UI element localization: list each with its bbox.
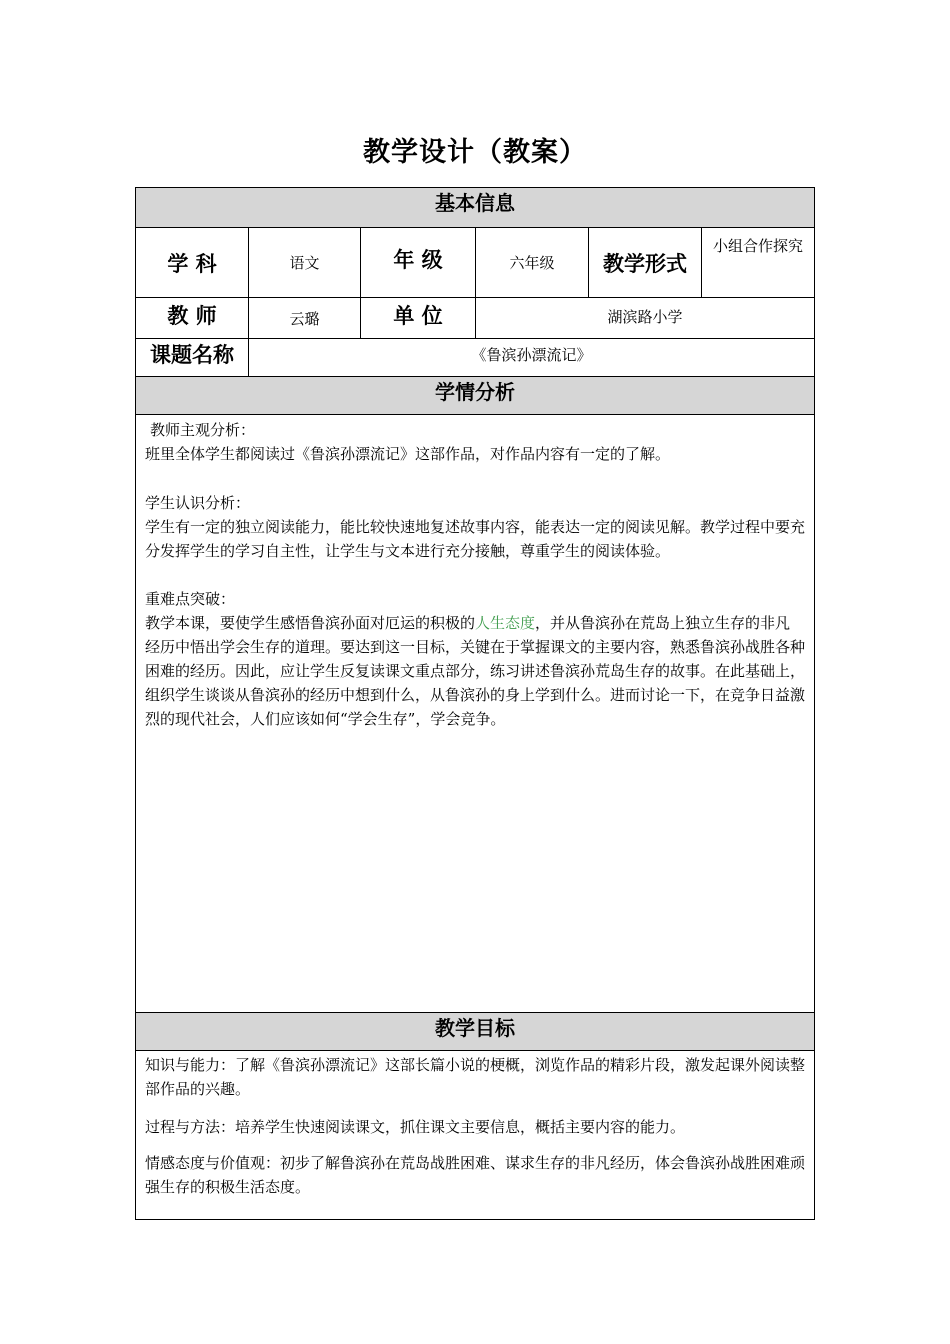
grade-label: 年 级 bbox=[361, 228, 476, 298]
lesson-plan-table bbox=[135, 187, 815, 1220]
unit-label: 单 位 bbox=[361, 298, 476, 339]
objective-emotion: 情感态度与价值观：初步了解鲁滨孙在荒岛战胜困难、谋求生存的非凡经历，体会鲁滨孙战胜困难顽强生存的积极生活态度。 bbox=[145, 1154, 806, 1196]
key-points-text bbox=[145, 611, 805, 731]
key-points-heading: 重难点突破： bbox=[145, 590, 236, 608]
key-points-text-part2: ，并从鲁滨孙在荒岛上独立生存的非凡经历中悟出学会生存的道理。要达到这一目标，关键在于掌握课文的主要内容，熟悉鲁滨孙战胜各种困难的经历。因此，应让学生反复读课文重点部分，练习讲述鲁滨孙荒岛生存的故事。在此基础上，组织学生谈谈从鲁滨孙的经历中想到什么，从鲁滨孙的身上学到什么。进而讨论一下，在竞争日益激烈的现代社会，人们应该如何“学会生存”，学会竞争。 bbox=[145, 614, 806, 728]
teacher-analysis-text: 班里全体学生都阅读过《鲁滨孙漂流记》这部作品，对作品内容有一定的了解。 bbox=[145, 445, 671, 463]
key-points-text-part1: 教学本课，要使学生感悟鲁滨孙面对厄运的积极的 bbox=[145, 614, 476, 632]
objective-knowledge: 知识与能力：了解《鲁滨孙漂流记》这部长篇小说的梗概，浏览作品的精彩片段，激发起课外阅读整部作品的兴趣。 bbox=[145, 1056, 806, 1098]
key-points-highlight: 人生态度 bbox=[475, 614, 536, 632]
basic-info-header: 基本信息 bbox=[136, 188, 814, 228]
teacher-label: 教 师 bbox=[136, 298, 249, 339]
unit-value: 湖滨路小学 bbox=[476, 298, 814, 339]
student-analysis-text: 学生有一定的独立阅读能力，能比较快速地复述故事内容，能表达一定的阅读见解。教学过程中要充分发挥学生的学习自主性，让学生与文本进行充分接触，尊重学生的阅读体验。 bbox=[145, 518, 806, 560]
analysis-body bbox=[136, 415, 814, 1013]
topic-value: 《鲁滨孙漂流记》 bbox=[249, 339, 814, 377]
page-title: 教学设计（教案） bbox=[363, 137, 587, 168]
objectives-body bbox=[136, 1051, 814, 1219]
subject-value: 语文 bbox=[249, 228, 361, 298]
teaching-form-label: 教学形式 bbox=[589, 228, 702, 298]
teacher-value: 云璐 bbox=[249, 298, 361, 339]
teaching-form-value: 小组合作探究 bbox=[702, 228, 814, 298]
grade-value: 六年级 bbox=[476, 228, 589, 298]
student-analysis-heading: 学生认识分析： bbox=[145, 494, 251, 512]
topic-label: 课题名称 bbox=[136, 339, 249, 377]
analysis-header: 学情分析 bbox=[136, 377, 814, 415]
objective-process: 过程与方法：培养学生快速阅读课文，抓住课文主要信息，概括主要内容的能力。 bbox=[145, 1118, 686, 1136]
subject-label: 学 科 bbox=[136, 228, 249, 298]
objectives-header: 教学目标 bbox=[136, 1013, 814, 1051]
teacher-analysis-heading: 教师主观分析： bbox=[150, 421, 256, 439]
